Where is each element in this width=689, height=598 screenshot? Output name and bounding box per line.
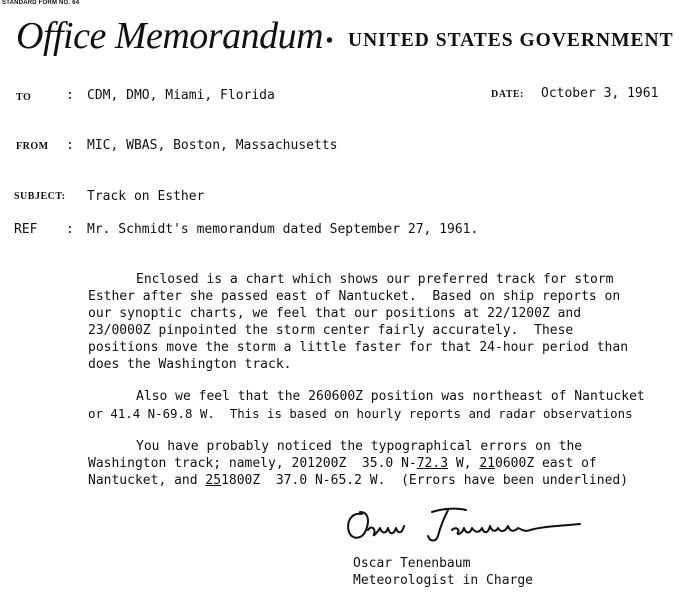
line-3-text-a: Nantucket, and	[88, 473, 206, 488]
agency-name: UNITED STATES GOVERNMENT	[348, 30, 674, 51]
underlined-error-day-21: 21	[479, 456, 496, 471]
paragraph-1-line-1: Enclosed is a chart which shows our preferred track for storm	[136, 272, 614, 287]
line-3-text-b: 1800Z 37.0 N-65.2 W. (Errors have been underlined)	[221, 473, 629, 488]
subject-label: SUBJECT:	[14, 191, 66, 202]
to-value: CDM, DMO, Miami, Florida	[87, 88, 275, 103]
line-2-text-b: W,	[448, 456, 480, 471]
paragraph-3-line-2	[88, 455, 597, 472]
paragraph-1-line-4: 23/0000Z pinpointed the storm center fairly accurately. These	[88, 323, 574, 338]
signer-title: Meteorologist in Charge	[353, 573, 534, 588]
signer-name: Oscar Tenenbaum	[353, 556, 471, 571]
paragraph-1-line-3: our synoptic charts, we feel that our positions at 22/1200Z and	[88, 306, 582, 321]
date-label: DATE:	[491, 89, 524, 100]
handwritten-signature	[340, 500, 590, 552]
title-separator: •	[326, 30, 334, 52]
subject-value: Track on Esther	[87, 189, 205, 204]
paragraph-2-line-1: Also we feel that the 260600Z position was northeast of Nantucket	[136, 389, 645, 404]
paragraph-2-line-2: or 41.4 N-69.8 W. This is based on hourly reports and radar observations	[88, 406, 633, 421]
date-value: October 3, 1961	[541, 86, 659, 101]
from-value: MIC, WBAS, Boston, Massachusetts	[87, 138, 338, 153]
paragraph-1-line-6: does the Washington track.	[88, 357, 292, 372]
paragraph-3-line-3	[88, 472, 628, 489]
memo-title: Office Memorandum	[16, 15, 324, 57]
to-colon: :	[66, 88, 74, 103]
ref-value: Mr. Schmidt's memorandum dated September 27, 1961.	[87, 222, 479, 237]
from-label: FROM	[16, 141, 49, 152]
line-2-text-c: 0600Z east of	[495, 456, 597, 471]
ref-label: REF	[14, 222, 38, 237]
form-number: STANDARD FORM NO. 64	[2, 0, 80, 6]
line-2-text-a: Washington track; namely, 201200Z 35.0 N-	[88, 456, 417, 471]
to-label: TO	[16, 92, 32, 103]
paragraph-3-line-1: You have probably noticed the typographical errors on the	[136, 439, 583, 454]
paragraph-1-line-2: Esther after she passed east of Nantucket. Based on ship reports on	[88, 289, 621, 304]
paragraph-1-line-5: positions move the storm a little faster for that 24-hour period than	[88, 340, 629, 355]
underlined-error-longitude: 72.3	[416, 456, 449, 471]
from-colon: :	[66, 138, 74, 153]
ref-colon: :	[66, 222, 74, 237]
underlined-error-day-25: 25	[205, 473, 222, 488]
